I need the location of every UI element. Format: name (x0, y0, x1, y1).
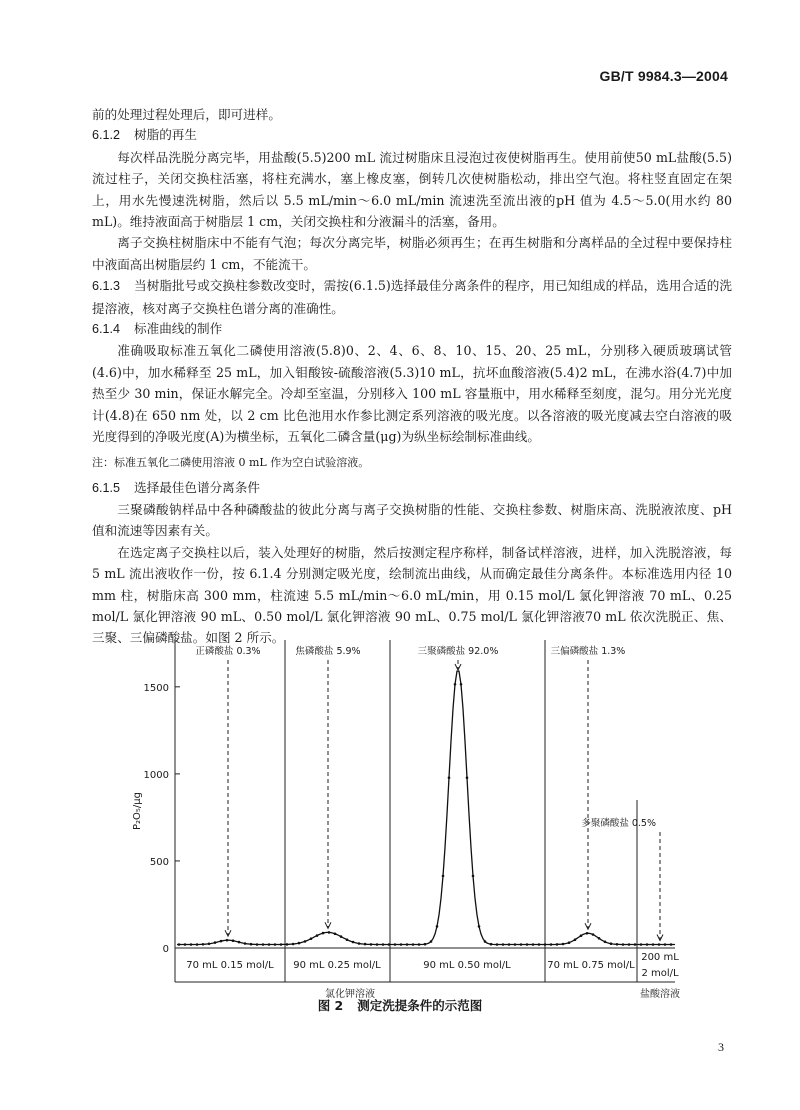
peak-label: 三偏磷酸盐 1.3% (550, 646, 626, 657)
data-point (334, 933, 337, 936)
section-heading-6-1-5 (92, 478, 732, 499)
data-point (580, 934, 583, 937)
data-point (274, 943, 277, 946)
data-point (616, 943, 619, 946)
section-6-1-3 (92, 275, 732, 319)
data-point (532, 943, 535, 946)
data-point (364, 943, 367, 946)
data-point (394, 943, 397, 946)
standard-code: GB/T 9984.3—2004 (599, 68, 728, 84)
data-point (550, 943, 553, 946)
segment-label: 90 mL 0.25 mol/L (293, 960, 381, 971)
data-point (352, 941, 355, 944)
data-point (448, 776, 451, 779)
section-title: 树脂的再生 (134, 128, 197, 143)
data-point (208, 943, 211, 946)
y-tick-label: 1000 (143, 769, 169, 781)
data-point (604, 941, 607, 944)
data-point (238, 941, 241, 944)
elution-chart (130, 630, 700, 1020)
data-point (424, 943, 427, 946)
data-point (502, 943, 505, 946)
data-point (370, 943, 373, 946)
data-point (628, 943, 631, 946)
data-point (262, 943, 265, 946)
data-point (556, 943, 559, 946)
segment-label: 90 mL 0.50 mol/L (423, 960, 511, 971)
data-point (292, 943, 295, 946)
data-point (190, 943, 193, 946)
data-point (286, 943, 289, 946)
data-point (562, 943, 565, 946)
data-point (322, 932, 325, 935)
data-point (634, 943, 637, 946)
data-point (202, 943, 205, 946)
data-point (280, 943, 283, 946)
acid-segment-label: 2 mol/L (641, 968, 679, 979)
data-point (592, 933, 595, 936)
caption-label: 图 2 (317, 998, 344, 1013)
data-point (646, 943, 649, 946)
note: 注：标准五氧化二磷使用溶液 0 mL 作为空白试验溶液。 (92, 455, 370, 469)
document-body (92, 104, 732, 649)
data-point (496, 943, 499, 946)
caption-title: 测定洗提条件的示范图 (357, 998, 483, 1013)
data-point (484, 940, 487, 943)
data-point (214, 941, 217, 944)
data-point (610, 942, 613, 945)
data-point (232, 939, 235, 942)
section-number: 6.1.4 (92, 322, 121, 337)
kcl-solution-label: 氯化钾溶液 (325, 989, 375, 1000)
section-number: 6.1.3 (92, 279, 121, 294)
data-point (406, 943, 409, 946)
data-point (328, 931, 331, 934)
data-point (400, 943, 403, 946)
data-point (508, 943, 511, 946)
data-point (658, 943, 661, 946)
paragraph: 每次样品洗脱分离完毕，用盐酸(5.5)200 mL 流过树脂床且浸泡过夜使树脂再生。使用前使50 mL盐酸(5.5)流过柱子，关闭交换柱活塞，将柱充满水，塞上橡皮塞，倒转几次使树脂松动，排出空气泡。将柱竖直固定在架上，用水先慢速洗树脂，然后以 5.5 mL/min～6.0 mL/min 流速洗至流出液的pH 值为 4.5～5.0(用水约 80 mL)。维持液面高于树脂层 1 cm，关闭交换柱和分液漏斗的活塞，备用。 (92, 149, 732, 230)
data-point (664, 943, 667, 946)
section-heading-6-1-4 (92, 319, 732, 340)
data-point (226, 939, 229, 942)
data-point (250, 943, 253, 946)
data-point (490, 943, 493, 946)
data-point (184, 943, 187, 946)
data-point (574, 938, 577, 941)
data-point (340, 935, 343, 938)
data-point (466, 776, 469, 779)
section-title: 选择最佳色谱分离条件 (134, 480, 260, 495)
peak-label: 焦磷酸盐 5.9% (295, 646, 361, 657)
data-point (454, 683, 457, 686)
data-point (586, 932, 589, 935)
data-point (244, 942, 247, 945)
data-point (412, 943, 415, 946)
peak-label: 多聚磷酸盐 0.5% (581, 818, 656, 829)
data-point (538, 943, 541, 946)
data-point (310, 937, 313, 940)
elution-chart-svg (130, 630, 700, 995)
arrow-head (325, 922, 331, 928)
data-point (358, 942, 361, 945)
hcl-solution-label: 盐酸溶液 (640, 989, 680, 1000)
paragraph: 准确吸取标准五氧化二磷使用溶液(5.8)0、2、4、6、8、10、15、20、25 mL，分别移入硬质玻璃试管(4.6)中，加水稀释至 25 mL，加入钼酸铵-硫酸溶液(5.3)10 mL，抗坏血酸溶液(5.4)2 mL，在沸水浴(4.7)中加热至少 30 min，保证水解完全。冷却至室温，分别移入 100 mL 容量瓶中，用水稀释至刻度，混匀。用分光光度计(4.8)在 650 nm 处，以 2 cm 比色池用水作参比测定系列溶液的吸光度。以各溶液的吸光度减去空白溶液的吸光度得到的净吸光度(A)为横坐标，五氧化二磷含量(μg)为纵坐标绘制标准曲线。 (92, 343, 732, 445)
data-point (346, 938, 349, 941)
data-point (316, 934, 319, 937)
data-point (568, 941, 571, 944)
data-point (640, 943, 643, 946)
data-point (382, 943, 385, 946)
segment-label: 70 mL 0.75 mol/L (547, 960, 635, 971)
data-point (670, 943, 673, 946)
data-point (442, 875, 445, 878)
section-number: 6.1.5 (92, 480, 121, 495)
y-tick-label: 500 (149, 856, 169, 868)
data-point (514, 943, 517, 946)
data-point (460, 683, 463, 686)
data-point (430, 940, 433, 943)
elution-curve (177, 671, 675, 944)
section-text: 当树脂批号或交换柱参数改变时，需按(6.1.5)选择最佳分离条件的程序，用已知组成的样品，选用合适的洗提溶液，核对离子交换柱色谱分离的准确性。 (92, 278, 732, 316)
data-point (520, 943, 523, 946)
data-point (526, 943, 529, 946)
data-point (418, 943, 421, 946)
data-point (304, 940, 307, 943)
data-point (622, 943, 625, 946)
paragraph: 三聚磷酸钠样品中各种磷酸盐的彼此分离与离子交换树脂的性能、交换柱参数、树脂床高、洗脱液浓度、pH 值和流速等因素有关。 (92, 501, 732, 539)
data-point (472, 875, 475, 878)
paragraph: 在选定离子交换柱以后，装入处理好的树脂，然后按测定程序称样，制备试样溶液，进样，加入洗脱溶液，每 5 mL 流出液收作一份，按 6.1.4 分别测定吸光度，绘制流出曲线，从而确定最佳分离条件。本标准选用内径 10 mm 柱，树脂床高 300 mm，柱流速 5.5 mL/min～6.0 mL/min，用 0.15 mol/L 氯化钾溶液 70 mL、0.25 mol/L 氯化钾溶液 90 mL、0.50 mol/L 氯化钾溶液 90 mL、0.75 mol/L 氯化钾溶液70 mL 依次洗脱正、焦、三聚、三偏磷酸盐。如图 2 所示。 (92, 544, 732, 646)
section-number: 6.1.2 (92, 128, 121, 143)
segment-label: 70 mL 0.15 mol/L (186, 960, 274, 971)
data-point (478, 925, 481, 928)
peak-label: 正磷酸盐 0.3% (195, 646, 261, 657)
data-point (220, 940, 223, 943)
acid-segment-label: 200 mL (641, 952, 679, 963)
data-point (196, 943, 199, 946)
paragraph: 离子交换柱树脂床中不能有气泡；每次分离完毕，树脂必须再生；在再生树脂和分离样品的全过程中要保持柱中液面高出树脂层约 1 cm，不能流干。 (92, 235, 732, 272)
data-point (388, 943, 391, 946)
data-point (598, 937, 601, 940)
data-point (178, 943, 181, 946)
data-point (298, 942, 301, 945)
data-point (376, 943, 379, 946)
y-axis-label: P₂O₅/μg (132, 792, 143, 830)
section-heading-6-1-2 (92, 125, 732, 146)
data-point (436, 925, 439, 928)
data-point (652, 943, 655, 946)
page-number: 3 (718, 1040, 724, 1054)
y-tick-label: 1500 (143, 682, 169, 694)
section-title: 标准曲线的制作 (134, 322, 223, 337)
data-point (268, 943, 271, 946)
data-point (256, 943, 259, 946)
figure-caption (0, 996, 800, 1014)
y-tick-label: 0 (162, 944, 169, 955)
paragraph: 前的处理过程处理后，即可进样。 (92, 107, 281, 122)
data-point (544, 943, 547, 946)
peak-label: 三聚磷酸盐 92.0% (417, 646, 499, 657)
